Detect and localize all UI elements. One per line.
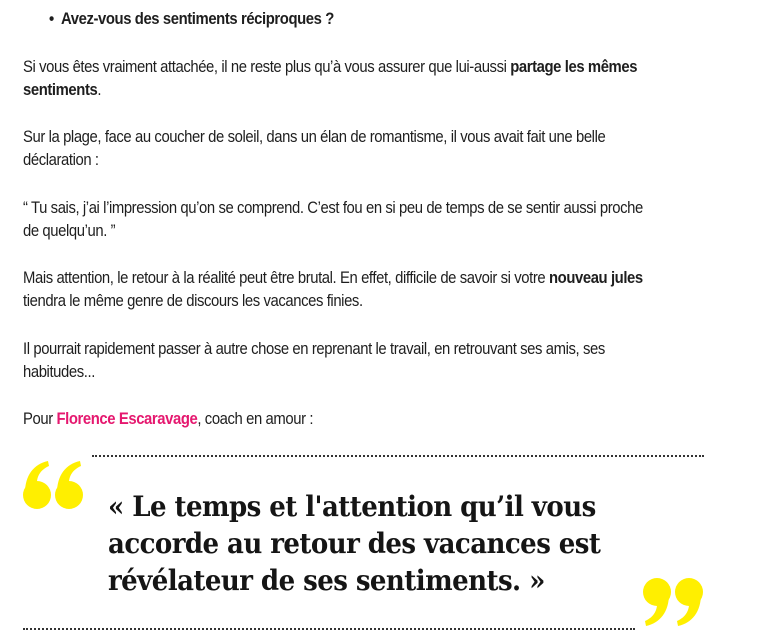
paragraph-4-end: tiendra le même genre de discours les vacances finies. [23, 292, 363, 310]
paragraph-6-end: , coach en amour : [197, 410, 314, 428]
paragraph-4 [23, 267, 644, 313]
paragraph-1-end: . [97, 81, 102, 99]
bullet-heading: Avez-vous des sentiments réciproques ? [60, 10, 334, 28]
paragraph-5: Il pourrait rapidement passer à autre chose en reprenant le travail, en retrouvant ses amis, ses habitudes... [23, 340, 605, 381]
paragraph-4-bold: nouveau jules [548, 269, 643, 287]
paragraph-2: Sur la plage, face au coucher de soleil, dans un élan de romantisme, il vous avait fait une belle déclaration : [23, 128, 606, 169]
close-quote-icon [640, 576, 704, 630]
paragraph-3-citation: “ Tu sais, j’ai l’impression qu’on se comprend. C’est fou en si peu de temps de se sentir aussi proche de quelqu’un. ” [23, 199, 643, 240]
quote-divider-bottom [23, 628, 635, 630]
open-quote-icon [22, 457, 86, 511]
quote-divider-top [92, 455, 704, 457]
quote-text: « Le temps et l'attention qu’il vous accorde au retour des vacances est révélateur de ses sentiments. » [108, 490, 601, 597]
paragraph-1-bold: partage les mêmes sentiments [23, 58, 638, 99]
author-link[interactable]: Florence Escaravage [56, 410, 198, 428]
paragraph-1-text: Si vous êtes vraiment attachée, il ne reste plus qu’à vous assurer que lui-aussi [23, 58, 511, 76]
bullet-marker: • [49, 10, 54, 28]
paragraph-6-text: Pour [23, 410, 57, 428]
bullet-item [49, 8, 670, 31]
paragraph-4-text: Mais attention, le retour à la réalité peut être brutal. En effet, difficile de savoir si votre [23, 269, 549, 287]
paragraph-6 [23, 408, 644, 431]
paragraph-1 [23, 56, 644, 102]
